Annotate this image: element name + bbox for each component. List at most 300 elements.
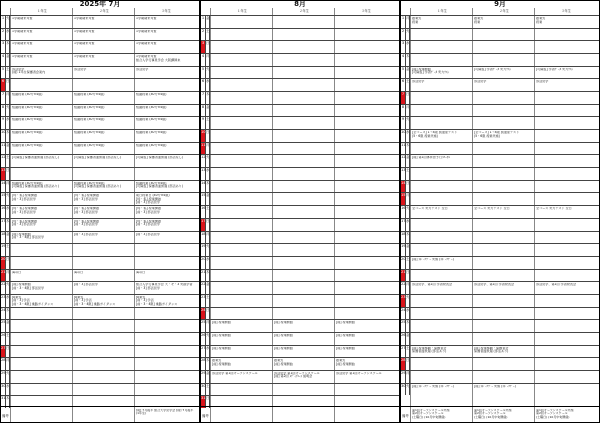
event-grade-2: 1学期期末考査 <box>74 42 95 46</box>
day-row <box>201 281 399 294</box>
day-number: 19 <box>1 244 6 256</box>
notes-label: 備考 <box>2 414 9 418</box>
day-row <box>1 269 199 282</box>
event-grade-1: 短縮授業 (40分×4限) [可除仮] 保護者面談週 (部活あり) <box>12 181 60 189</box>
event-grade-3: [前] 授業開始 <box>336 321 355 325</box>
notes-label: 備考 <box>202 414 209 418</box>
day-number: 2 <box>401 29 406 41</box>
day-number: 22 <box>201 282 206 294</box>
event-grade-1: 海の日 <box>12 270 22 274</box>
day-row <box>1 383 199 396</box>
event-grade-1: [前] 授業開始 <box>212 333 231 337</box>
event-grade-2: [可除仮] 学習ﾃﾞｰﾀ 実力ﾃｽﾄ <box>474 67 511 71</box>
weekday: 金 <box>206 193 210 205</box>
weekday: 日 <box>406 181 410 193</box>
event-grade-1: 1学期期末考査 <box>12 42 33 46</box>
weekday: 月 <box>6 270 10 282</box>
weekday: 土 <box>6 333 10 345</box>
weekday: 火 <box>6 371 10 383</box>
day-number: 29 <box>401 371 406 383</box>
grade-header-1: １年生 <box>37 9 47 13</box>
weekday: 木 <box>206 181 210 193</box>
day-row <box>401 66 599 79</box>
day-row <box>401 243 599 256</box>
weekday: 水 <box>406 219 410 231</box>
event-grade-2: 1学期期末考査 <box>74 55 95 59</box>
day-row <box>1 40 199 53</box>
weekday: 金 <box>406 155 410 167</box>
day-number: 24 <box>201 308 206 320</box>
event-grade-1: [特・集] 授業開始 [前・3] 部活見学 <box>12 219 38 227</box>
weekday: 木 <box>6 41 10 53</box>
day-row <box>201 256 399 269</box>
weekday: 水 <box>206 257 210 269</box>
day-row <box>1 231 199 244</box>
event-grade-2: 全コース 実力テスト 全日 <box>474 207 510 211</box>
event-grade-1: 短縮授業 (40分×4限) <box>12 143 43 147</box>
event-grade-2: [可除仮] 保護者面談週 (部活なし) <box>74 156 122 160</box>
event-grade-2: 短縮授業 (40分×4限) <box>74 105 105 109</box>
weekday: 日 <box>206 308 210 320</box>
day-number: 16 <box>201 206 206 218</box>
day-row <box>401 281 599 294</box>
day-number: 8 <box>1 105 6 117</box>
weekday: 木 <box>406 54 410 66</box>
note-grade-3: [前] 7月後半 総合大学見学会 [前] 7月後半 (1年生) <box>136 409 194 416</box>
notes-label: 備考 <box>402 414 409 418</box>
weekday: 金 <box>206 371 210 383</box>
day-number: 14 <box>201 181 206 193</box>
event-grade-2: 短縮授業 (40分×4限) <box>74 118 105 122</box>
day-row <box>1 28 199 41</box>
weekday: 水 <box>406 41 410 53</box>
weekday: 月 <box>206 320 210 332</box>
day-number: 12 <box>1 155 6 167</box>
day-number: 19 <box>201 244 206 256</box>
day-number: 3 <box>401 41 406 53</box>
event-grade-3: [可除仮] 学習ﾃﾞｰﾀ 実力ﾃｽﾄ <box>536 67 573 71</box>
day-row <box>201 192 399 205</box>
day-row <box>1 256 199 269</box>
weekday: 土 <box>206 29 210 41</box>
day-row <box>201 243 399 256</box>
weekday: 月 <box>206 232 210 244</box>
weekday: 日 <box>6 168 10 180</box>
weekday: 月 <box>206 54 210 66</box>
event-grade-1: [前] ｽﾎﾟｰﾂﾃﾞｰ 実施 (ｽﾎﾟｰﾂﾃﾞｰ) <box>412 257 454 261</box>
event-grade-1: 1学期期末考査 <box>12 55 33 59</box>
grade-header-2: ２年生 <box>499 9 509 13</box>
weekday: 金 <box>206 282 210 294</box>
day-number: 26 <box>201 333 206 345</box>
event-grade-3: 海の日 <box>136 270 146 274</box>
event-grade-3: 1学期期末考査 <box>136 29 157 33</box>
note-grade-1 <box>212 409 271 422</box>
day-number: 21 <box>201 270 206 282</box>
weekday: 火 <box>6 105 10 117</box>
day-row <box>201 231 399 244</box>
event-grade-2: 始業式 授業 <box>474 17 484 24</box>
day-row <box>201 294 399 307</box>
event-grade-1: [前] 授業開始 <box>212 321 231 325</box>
event-grade-1: [可除仮] 保護者面談週 (部活なし) <box>12 156 60 160</box>
weekday: 木 <box>206 92 210 104</box>
day-row <box>401 231 599 244</box>
event-grade-2: 1学期期末考査 <box>74 17 95 20</box>
event-grade-3: 1学期期末考査 <box>136 42 157 46</box>
day-number: 11 <box>201 143 206 155</box>
event-grade-2: [前・3] 部活見学 <box>74 232 98 236</box>
notes-row <box>201 406 399 422</box>
event-grade-1: 始業式 授業 <box>412 17 422 24</box>
day-number: 8 <box>401 105 406 117</box>
weekday: 日 <box>206 41 210 53</box>
event-grade-3 <box>536 385 595 397</box>
day-number: 26 <box>401 333 406 345</box>
day-number: 9 <box>401 117 406 129</box>
day-number: 3 <box>1 41 6 53</box>
day-number: 22 <box>1 282 6 294</box>
day-row <box>1 53 199 66</box>
weekday: 土 <box>206 384 210 396</box>
day-number: 13 <box>201 168 206 180</box>
day-row <box>401 205 599 218</box>
day-number: 9 <box>201 117 206 129</box>
day-number: 1 <box>201 16 206 28</box>
day-number: 29 <box>1 371 6 383</box>
day-number: 12 <box>201 155 206 167</box>
day-number: 5 <box>1 67 6 79</box>
day-number: 13 <box>1 168 6 180</box>
weekday: 月 <box>406 16 410 28</box>
day-number: 4 <box>201 54 206 66</box>
day-number: 7 <box>401 92 406 104</box>
event-grade-2: [前] 授業参観・保護者会 保護者面談週 (部活あり) <box>474 346 509 354</box>
event-grade-3: 短縮授業 (40分×4限) <box>136 118 167 122</box>
day-row <box>201 78 399 91</box>
weekday: 火 <box>206 155 210 167</box>
day-row <box>401 78 599 91</box>
note-grade-1 <box>12 409 71 422</box>
event-grade-3: 部活見学、第1回 学習発表会 <box>536 283 577 287</box>
event-grade-2: 1学期期末考査 <box>74 29 95 33</box>
day-row <box>401 180 599 193</box>
day-number: 4 <box>401 54 406 66</box>
event-grade-1: [全コース] 1～4限 到達度テスト (5・6限 授業実施) <box>412 131 458 138</box>
weekday: 火 <box>206 333 210 345</box>
weekday: 土 <box>406 168 410 180</box>
weekday: 金 <box>406 244 410 256</box>
weekday: 水 <box>206 346 210 358</box>
weekday: 日 <box>6 79 10 91</box>
day-row <box>201 180 399 193</box>
day-number: 22 <box>401 282 406 294</box>
weekday: 木 <box>6 130 10 142</box>
month-title <box>201 1 399 8</box>
day-row <box>1 91 199 104</box>
day-row <box>1 357 199 370</box>
day-number: 9 <box>1 117 6 129</box>
day-number: 14 <box>401 181 406 193</box>
day-number: 27 <box>401 346 406 358</box>
weekday: 木 <box>6 219 10 231</box>
day-row <box>1 167 199 180</box>
event-grade-1: 終業式 [前・3] 学活 [前・3・4限] 進路ガイダンス <box>12 295 54 306</box>
day-row <box>401 40 599 53</box>
day-row <box>401 345 599 358</box>
event-grade-2: [全コース] 1～4限 到達度テスト (5・6限 授業実施) <box>474 131 520 138</box>
day-number: 8 <box>201 105 206 117</box>
day-number: 17 <box>1 219 6 231</box>
event-grade-3: 短縮授業 (40分×4限) <box>136 131 167 135</box>
weekday: 土 <box>206 206 210 218</box>
weekday: 月 <box>406 193 410 205</box>
event-grade-3: 全コース 実力テスト 全日 <box>536 207 572 211</box>
day-row <box>1 307 199 320</box>
day-number: 6 <box>201 79 206 91</box>
day-row <box>1 142 199 155</box>
day-number: 16 <box>401 206 406 218</box>
day-row <box>201 269 399 282</box>
weekday: 日 <box>6 346 10 358</box>
event-grade-2: [前・3] 部活見学 <box>74 283 98 287</box>
weekday: 水 <box>406 130 410 142</box>
weekday: 火 <box>6 282 10 294</box>
day-number: 10 <box>1 130 6 142</box>
event-grade-3: [前] 授業開始 <box>336 346 355 350</box>
grade-header-2: ２年生 <box>99 9 109 13</box>
event-grade-3: 部活見学 第1回オープンスクール <box>336 371 382 375</box>
day-row <box>1 129 199 142</box>
day-number: 2 <box>1 29 6 41</box>
weekday: 土 <box>406 346 410 358</box>
day-row <box>201 218 399 231</box>
day-number: 30 <box>1 384 6 396</box>
weekday: 日 <box>406 270 410 282</box>
day-row <box>201 91 399 104</box>
weekday: 月 <box>6 181 10 193</box>
day-row <box>401 294 599 307</box>
weekday: 水 <box>206 79 210 91</box>
day-number: 17 <box>401 219 406 231</box>
day-row <box>401 91 599 104</box>
event-grade-3: 総合入学行事見学会 大・モ・3 実践学習 [前・3] 部活見学 <box>136 283 193 290</box>
day-row <box>401 192 599 205</box>
weekday: 土 <box>406 257 410 269</box>
weekday: 日 <box>406 358 410 370</box>
day-row <box>1 154 199 167</box>
note-grade-1: 第1回オープンスクール実施 第2回オープンスクール (土曜日) (10月中旬開催) <box>412 409 450 419</box>
event-grade-1: [特・集] 授業開始 [前・3] 部活見学 <box>12 194 38 201</box>
day-row <box>401 104 599 117</box>
event-grade-2: 海の日 <box>74 270 84 274</box>
day-row <box>401 142 599 155</box>
day-row <box>1 180 199 193</box>
event-grade-3: 始業式 [前] 授業開始 <box>336 359 355 366</box>
weekday: 金 <box>206 105 210 117</box>
grade-header-1: １年生 <box>237 9 247 13</box>
event-grade-2: [前] 授業開始 <box>274 321 293 325</box>
event-grade-2: [前] ｽﾎﾟｰﾂﾃﾞｰ 実施 (ｽﾎﾟｰﾂﾃﾞｰ) <box>474 384 516 388</box>
event-grade-3: 短縮授業 (40分×4限) [可除仮] 保護者面談週 (部活あり) <box>136 181 184 189</box>
day-row <box>401 28 599 41</box>
day-number: 28 <box>401 358 406 370</box>
event-grade-1: 短縮授業 (40分×4限) <box>12 93 43 97</box>
day-row <box>201 104 399 117</box>
event-grade-3: [前・3] 部活見学 <box>136 232 160 236</box>
event-grade-3: 短縮授業 (40分×4限) <box>136 143 167 147</box>
event-grade-2: 部活見学 <box>474 80 487 84</box>
weekday: 月 <box>406 371 410 383</box>
event-grade-2: [特・集] 授業開始 [前・3] 部活見学 <box>74 219 100 227</box>
event-grade-1: 1学期期末考査 <box>12 17 33 20</box>
weekday: 木 <box>406 143 410 155</box>
event-grade-1: 部活見学 第1回オープンスクール <box>212 371 258 375</box>
notes-row <box>401 406 599 422</box>
day-number: 5 <box>401 67 406 79</box>
day-row <box>1 294 199 307</box>
day-row <box>1 15 199 28</box>
month-name: 8月 <box>294 0 306 8</box>
event-grade-2: [特・集] 授業開始 [前・3] 部活見学 <box>74 194 100 201</box>
weekday: 日 <box>206 130 210 142</box>
day-number: 6 <box>401 79 406 91</box>
weekday: 月 <box>6 358 10 370</box>
event-grade-2: [前] 授業開始 <box>274 333 293 337</box>
grade-header-3: ３年生 <box>361 9 371 13</box>
event-grade-2: [特・集] 授業開始 [前・3] 部活見学 <box>74 207 100 214</box>
weekday: 火 <box>406 117 410 129</box>
event-grade-1: [特・集] 授業開始 [前・3] 部活見学 <box>12 207 38 214</box>
event-grade-2: 短縮授業 (40分×4限) <box>74 93 105 97</box>
day-number: 11 <box>401 143 406 155</box>
weekday: 木 <box>406 232 410 244</box>
month-name: 7月 <box>108 0 121 8</box>
day-row <box>1 319 199 332</box>
weekday: 土 <box>206 117 210 129</box>
weekday: 日 <box>206 396 210 408</box>
day-row <box>1 281 199 294</box>
day-number: 31 <box>201 396 206 408</box>
event-grade-3: [前] 授業開始 <box>336 333 355 337</box>
day-number: 3 <box>201 41 206 53</box>
event-grade-1: 部活見学 <box>412 80 425 84</box>
day-row <box>201 205 399 218</box>
day-number: 1 <box>401 16 406 28</box>
weekday: 金 <box>206 16 210 28</box>
day-number: 25 <box>401 320 406 332</box>
weekday: 月 <box>6 92 10 104</box>
weekday: 水 <box>6 206 10 218</box>
day-row <box>401 307 599 320</box>
day-number: 18 <box>201 232 206 244</box>
day-row <box>201 307 399 320</box>
day-number: 20 <box>1 257 6 269</box>
weekday: 火 <box>206 67 210 79</box>
event-grade-3: [特・集] 授業開始 [前・3] 部活見学 <box>136 207 162 214</box>
day-row <box>401 53 599 66</box>
event-grade-1: [前] 授業開始 <box>212 346 231 350</box>
event-grade-3: 部活見学 <box>136 67 149 71</box>
day-number: 24 <box>401 308 406 320</box>
event-grade-1: 全コース 実力テスト 全日 <box>412 207 448 211</box>
weekday: 水 <box>6 295 10 307</box>
day-number: 24 <box>1 308 6 320</box>
grade-header-3: ３年生 <box>161 9 171 13</box>
event-grade-2: 部活見学、第1回 学習発表会 <box>474 283 515 287</box>
weekday: 木 <box>6 308 10 320</box>
day-number: 6 <box>1 79 6 91</box>
grade-header-3: ３年生 <box>561 9 571 13</box>
weekday: 木 <box>6 396 10 408</box>
event-grade-1: 始業式 [前] 授業開始 <box>212 359 231 366</box>
event-grade-3: [可除仮] 保護者面談週 (部活なし) <box>136 156 184 160</box>
day-number: 5 <box>201 67 206 79</box>
day-number: 1 <box>1 16 6 28</box>
weekday: 火 <box>6 16 10 28</box>
day-row <box>201 345 399 358</box>
day-number: 17 <box>201 219 206 231</box>
day-row <box>401 357 599 370</box>
weekday: 火 <box>406 384 410 396</box>
day-row <box>401 129 599 142</box>
note-grade-3: 第1回オープンスクール実施 第2回オープンスクール (土曜日) (10月中旬開催) <box>536 409 574 419</box>
day-row <box>201 15 399 28</box>
day-number: 21 <box>1 270 6 282</box>
day-row <box>201 332 399 345</box>
month-name: 9月 <box>494 0 506 8</box>
day-row <box>1 205 199 218</box>
day-row <box>1 345 199 358</box>
day-number: 18 <box>401 232 406 244</box>
day-row <box>401 167 599 180</box>
notes-row <box>1 406 199 422</box>
event-grade-1: 短縮授業 (40分×4限) <box>12 118 43 122</box>
day-number: 20 <box>201 257 206 269</box>
day-number: 25 <box>201 320 206 332</box>
event-grade-2: 部活見学 <box>74 67 87 71</box>
day-row <box>201 28 399 41</box>
day-number: 13 <box>401 168 406 180</box>
day-row <box>401 218 599 231</box>
event-grade-2: 部活見学 第1回オープンスクール [前] 第2回 ﾒﾃﾞｨｱｺｰｽ 説明会 <box>274 371 320 379</box>
weekday: 月 <box>206 143 210 155</box>
day-number: 7 <box>1 92 6 104</box>
event-grade-2: 短縮授業 (40分×4限) <box>74 131 105 135</box>
month-panel-1 <box>0 0 200 423</box>
day-number: 2 <box>201 29 206 41</box>
weekday: 日 <box>206 219 210 231</box>
weekday: 水 <box>6 384 10 396</box>
weekday: 火 <box>406 29 410 41</box>
day-row <box>401 383 599 396</box>
event-grade-3: 1学期期末考査 総合入学行事見学会 大阪講師来 <box>136 55 181 62</box>
weekday: 水 <box>6 29 10 41</box>
event-grade-2: 短縮授業 (40分×4限) [可除仮] 保護者面談週 (部活あり) <box>74 181 122 189</box>
weekday: 月 <box>406 105 410 117</box>
day-row <box>1 192 199 205</box>
month-panel-2 <box>200 0 400 423</box>
event-grade-1: [前] 授業開始 [前・3・4限] 部活見学 <box>12 283 45 290</box>
day-number: 31 <box>1 396 6 408</box>
day-row <box>401 269 599 282</box>
day-row <box>201 142 399 155</box>
note-grade-2 <box>274 409 333 422</box>
event-grade-1: [前] 第1回体育祭予行ﾘﾊｰｻﾙ <box>412 156 450 160</box>
event-grade-1: 部活見学、第1回 学習発表会 <box>412 283 453 287</box>
weekday: 火 <box>406 206 410 218</box>
day-number: 27 <box>1 346 6 358</box>
